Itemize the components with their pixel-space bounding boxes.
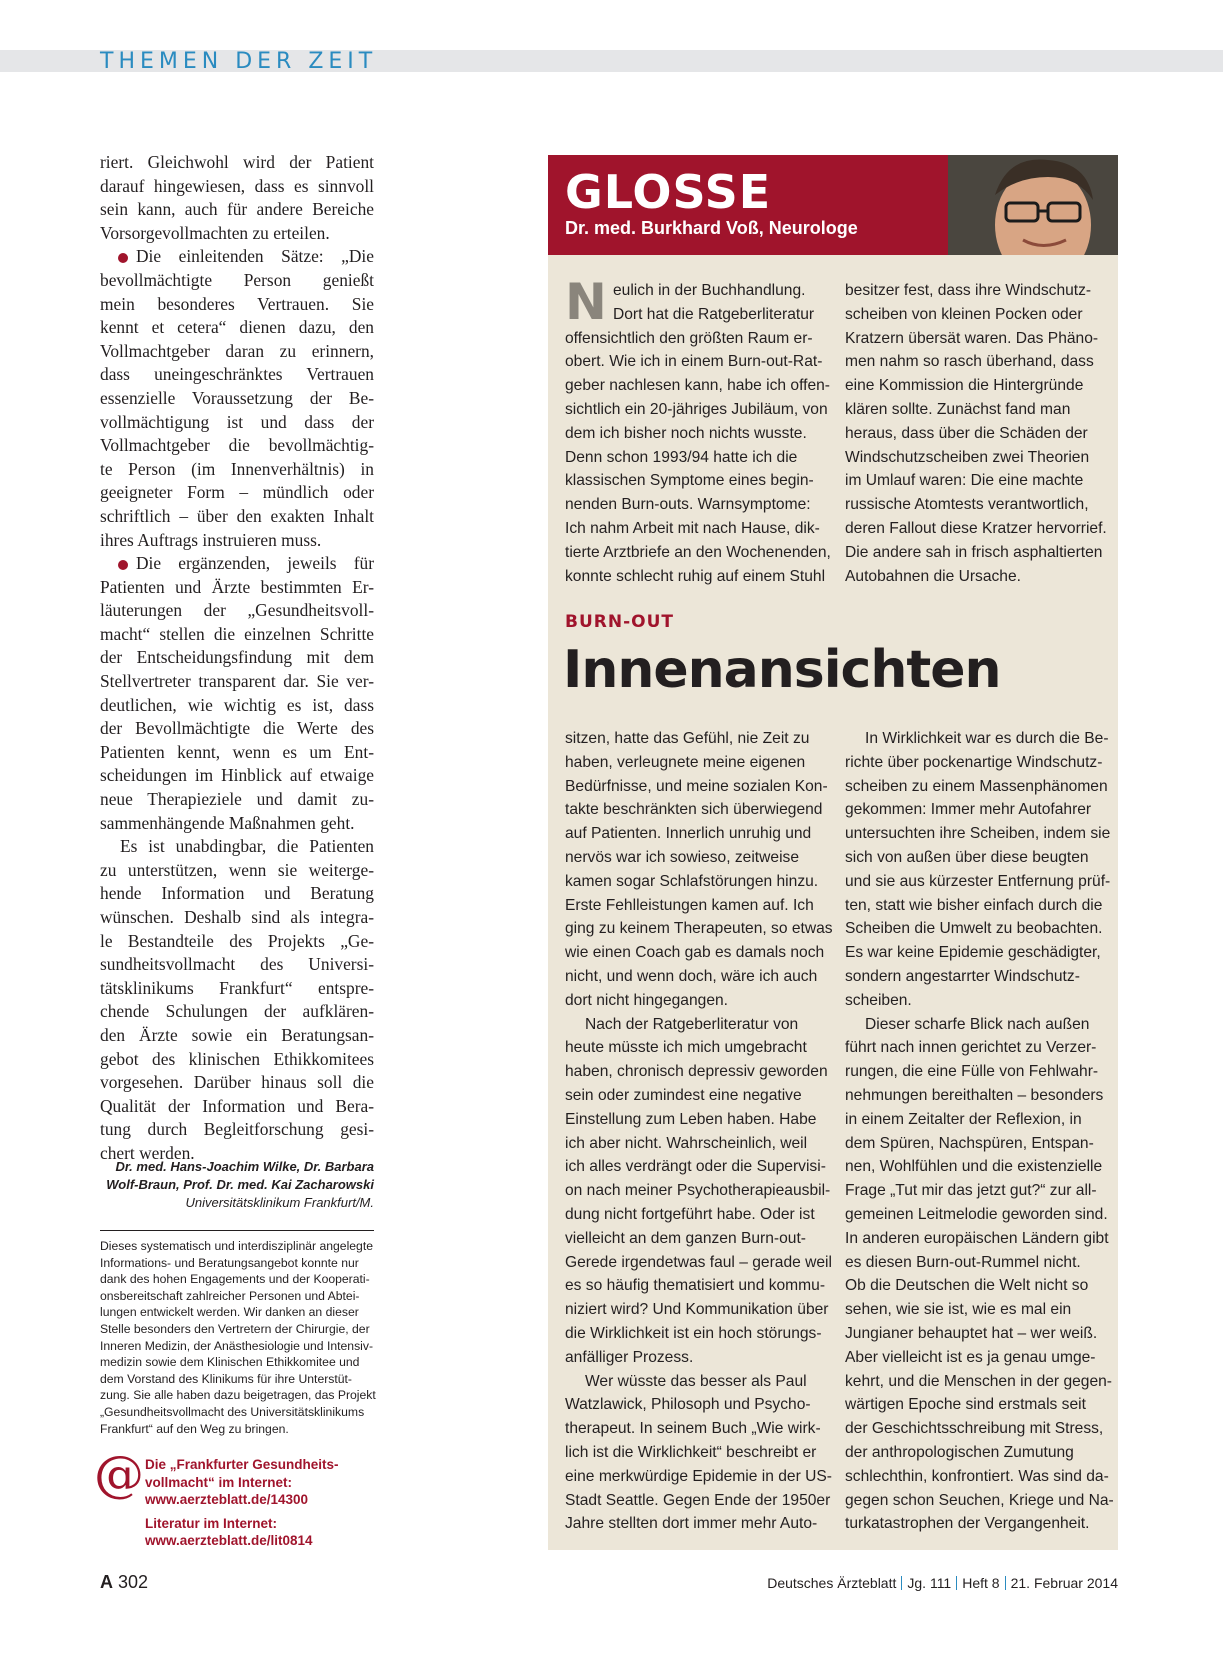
left-column-line: riert. Gleichwohl wird der Patient	[100, 152, 374, 172]
left-column-line: Patienten und Ärzte bestimmten Er-	[100, 576, 374, 597]
glosse-line: heute müsste ich mich umgebracht	[565, 1039, 807, 1057]
glosse-line: gekommen: Immer mehr Autofahrer	[845, 801, 1092, 819]
glosse-line: schlechthin, konfrontiert. Was sind da-	[845, 1467, 1109, 1485]
left-column-line: vollmächtigung ist und dass der	[100, 411, 374, 432]
left-column-line: Vorsorgevollmachten zu erteilen.	[100, 222, 330, 243]
left-column-line: Stellvertreter transparent dar. Sie ver-	[100, 671, 374, 692]
glosse-line: nehmungen bereithalten – besonders	[845, 1086, 1104, 1104]
link-url-gesundheitsvollmacht[interactable]: www.aerzteblatt.de/14300	[145, 1492, 309, 1507]
glosse-line: die Wirklichkeit ist ein hoch störungs-	[565, 1324, 822, 1342]
glosse-line: eine merkwürdige Epidemie in der US-	[565, 1467, 832, 1485]
glosse-line: men nahm so rasch überhand, dass	[845, 353, 1094, 371]
acknowledgement-line: lungen entwickelt werden. Wir danken an dieser	[100, 1305, 359, 1320]
left-column-line: Vollmachtgeber daran zu erinnern,	[100, 340, 374, 361]
glosse-line: wärtigen Epoche sind erstmals seit	[845, 1396, 1086, 1414]
journal-name: Deutsches Ärzteblatt	[767, 1575, 897, 1591]
glosse-line: sein oder zumindest eine negative	[565, 1086, 802, 1104]
glosse-line: In anderen europäischen Ländern gibt	[845, 1229, 1109, 1247]
journal-volume: Jg. 111	[907, 1575, 952, 1591]
link-caption-2: vollmacht“ im Internet:	[145, 1474, 293, 1490]
glosse-line: führt nach innen gerichtet zu Verzer-	[845, 1039, 1097, 1057]
left-column-line: Qualität der Information und Bera-	[100, 1095, 374, 1116]
glosse-line: Watzlawick, Philosoph und Psycho-	[565, 1396, 811, 1414]
glosse-line: ten, statt wie bisher einfach durch die	[845, 896, 1103, 914]
glosse-line: gegen schon Seuchen, Kriege und Na-	[845, 1491, 1114, 1509]
left-column-line: wünschen. Deshalb sind als integra-	[100, 907, 374, 927]
left-article-column	[100, 151, 374, 1166]
glosse-line: nervös war ich sowieso, zeitweise	[565, 848, 799, 866]
glosse-line: In Wirklichkeit war es durch die Be-	[865, 730, 1109, 747]
bullet-icon	[118, 253, 128, 263]
glosse-line: sitzen, hatte das Gefühl, nie Zeit zu	[565, 730, 810, 747]
glosse-line: nenden Burn-outs. Warnsymptome:	[565, 496, 811, 514]
authors-affiliation: Universitätsklinikum Frankfurt/M.	[185, 1195, 374, 1210]
glosse-line: Jungianer behauptet hat – wer weiß.	[845, 1324, 1098, 1342]
bullet-text: Die einleitenden Sätze: „Die	[136, 246, 374, 267]
glosse-column-2	[845, 279, 1107, 588]
left-column-line: sammenhängende Maßnahmen geht.	[100, 812, 355, 833]
glosse-line: Es war keine Epidemie geschädigter,	[845, 944, 1101, 962]
glosse-line: anfälliger Prozess.	[565, 1348, 694, 1366]
left-column-line: läuterungen der „Gesundheitsvoll-	[100, 600, 374, 621]
acknowledgement	[100, 1238, 374, 1437]
glosse-line: therapeut. In seinem Buch „Wie wirk-	[565, 1420, 821, 1438]
acknowledgement-line: Stelle besonders den Vertretern der Chirurgie, der	[100, 1321, 370, 1336]
left-column-line: Es ist unabdingbar, die Patienten	[120, 836, 374, 857]
glosse-line: Autobahnen die Ursache.	[845, 567, 1021, 585]
left-column-line: hende Information und Beratung	[100, 883, 374, 904]
left-column-line: der Entscheidungsfindung mit dem	[100, 647, 374, 668]
left-column-line	[100, 245, 374, 269]
glosse-line: sehen, wie sie ist, wie es mal ein	[845, 1301, 1072, 1319]
glosse-line: Stadt Seattle. Gegen Ende der 1950er	[565, 1491, 831, 1509]
at-icon: @	[94, 1445, 144, 1503]
acknowledgement-line: dem Vorstand des Klinikums für ihre Unterstüt-	[100, 1371, 352, 1386]
glosse-line: dem Spüren, Nachspüren, Entspan-	[845, 1134, 1094, 1152]
bullet-icon	[118, 560, 128, 570]
glosse-line: obert. Wie ich in einem Burn-out-Rat-	[565, 353, 823, 371]
left-column-line: sein kann, auch für andere Bereiche	[100, 199, 374, 220]
left-column-line: neue Therapieziele und damit zu-	[100, 789, 374, 810]
article-kicker: BURN-OUT	[565, 612, 674, 632]
left-column-line: tung durch Begleitforschung gesi-	[100, 1119, 374, 1140]
left-column-line: zu unterstützen, wenn sie weiterge-	[100, 859, 374, 880]
glosse-line: Die andere sah in frisch asphaltierten	[845, 543, 1103, 561]
bullet-text: Die ergänzenden, jeweils für	[136, 553, 374, 574]
glosse-line: offensichtlich den größten Raum er-	[565, 329, 813, 347]
glosse-line: eulich in der Buchhandlung.	[613, 282, 806, 299]
glosse-line: dung nicht fortgeführt habe. Oder ist	[565, 1205, 815, 1223]
glosse-line: untersuchten ihre Scheiben, indem sie	[845, 825, 1111, 843]
left-column-line: tätsklinikums Frankfurt“ entspre-	[100, 977, 374, 998]
author-photo	[948, 155, 1118, 255]
left-column-line: deutlichen, wie wichtig es ist, dass	[100, 694, 374, 715]
glosse-line: kamen sogar Schlafstörungen hinzu.	[565, 872, 819, 890]
left-column-line: vorgesehen. Darüber hinaus soll die	[100, 1072, 374, 1093]
link-url-literatur[interactable]: www.aerzteblatt.de/lit0814	[145, 1533, 313, 1548]
page-number	[100, 1572, 148, 1593]
glosse-line: sondern angestarrter Windschutz-	[845, 967, 1080, 985]
glosse-author: Dr. med. Burkhard Voß, Neurologe	[565, 218, 858, 238]
authors-line-1: Dr. med. Hans-Joachim Wilke, Dr. Barbara	[115, 1159, 374, 1174]
article-authors	[100, 1158, 374, 1212]
glosse-line: gemeinen Leitmelodie geworden sind.	[845, 1205, 1108, 1223]
glosse-line: Ich nahm Arbeit mit nach Hause, dik-	[565, 519, 820, 537]
left-column-line: den Ärzte sowie ein Beratungsan-	[100, 1024, 374, 1045]
left-column-line: chende Schulungen der aufklären-	[100, 1001, 374, 1022]
glosse-line: Jahre stellten dort immer mehr Auto-	[565, 1515, 818, 1533]
glosse-line: Aber vielleicht ist es ja genau umge-	[845, 1348, 1096, 1366]
glosse-line: Nach der Ratgeberliteratur von	[585, 1015, 799, 1033]
acknowledgement-line: „Gesundheitsvollmacht des Universitätsklinikums	[100, 1404, 365, 1419]
left-column-line: schriftlich – über den exakten Inhalt	[100, 505, 374, 526]
drop-cap: N	[565, 273, 607, 331]
acknowledgement-line: dank des hohen Engagements und der Kooperati-	[100, 1272, 370, 1287]
link-caption-1: Die „Frankfurter Gesundheits-	[145, 1457, 339, 1472]
left-column-line: mein besonderes Vertrauen. Sie	[100, 293, 374, 314]
separator	[956, 1576, 957, 1590]
journal-info	[767, 1575, 1118, 1591]
acknowledgement-line: Frankfurt“ auf den Weg zu bringen.	[100, 1421, 289, 1436]
glosse-title: GLOSSE	[565, 165, 772, 219]
glosse-line: es diesen Burn-out-Rummel nicht.	[845, 1253, 1081, 1271]
glosse-line: scheiben zu einem Massenphänomen	[845, 777, 1108, 795]
glosse-line: haben, verleugnete meine eigenen	[565, 753, 806, 771]
left-column-line: macht“ stellen die einzelnen Schritte	[100, 623, 374, 644]
glosse-line: und sie aus kürzester Entfernung prüf-	[845, 872, 1111, 890]
glosse-line: Bedürfnisse, und meine sozialen Kon-	[565, 777, 828, 795]
glosse-line: ich aber nicht. Wahrscheinlich, weil	[565, 1134, 808, 1152]
internet-links	[145, 1456, 385, 1550]
acknowledgement-line: Inneren Medizin, der Anästhesiologie und Intensiv-	[100, 1338, 374, 1353]
acknowledgement-line: onsbereitschaft zahlreicher Personen und Abtei-	[100, 1288, 360, 1303]
glosse-line: der Geschichtsschreibung mit Stress,	[845, 1420, 1104, 1438]
glosse-line: scheiben.	[845, 991, 912, 1009]
glosse-line: im Umlauf waren: Die eine machte	[845, 472, 1084, 490]
glosse-line: russische Atomtests verantwortlich,	[845, 496, 1089, 514]
article-headline: Innenansichten	[563, 640, 1001, 700]
author-portrait-image	[948, 155, 1118, 255]
glosse-line: besitzer fest, dass ihre Windschutz-	[845, 282, 1092, 299]
left-column-line: te Person (im Innenverhältnis) in	[100, 458, 374, 479]
glosse-line: takte beschränkten sich überwiegend	[565, 801, 823, 819]
glosse-line: nicht, und wenn doch, wäre ich auch	[565, 967, 818, 985]
glosse-line: auf Patienten. Innerlich unruhig und	[565, 825, 812, 843]
authors-line-2: Wolf-Braun, Prof. Dr. med. Kai Zacharowski	[106, 1177, 374, 1192]
glosse-line: geber nachlesen kann, habe ich offen-	[565, 377, 831, 395]
left-column-line: scheidungen im Hinblick auf etwaige	[100, 765, 374, 786]
glosse-line: Dort hat die Ratgeberliteratur	[613, 305, 815, 323]
left-column-line: Vollmachtgeber die bevollmächtig-	[100, 435, 374, 456]
glosse-line: Windschutzscheiben zwei Theorien	[845, 448, 1090, 466]
glosse-line: Frage „Tut mir das jetzt gut?“ zur all-	[845, 1182, 1097, 1200]
left-column-line: gebot des klinischen Ethikkomitees	[100, 1048, 374, 1069]
left-column-line: der Bevollmächtigte die Werte des	[100, 718, 374, 739]
glosse-line: vielleicht an dem ganzen Burn-out-	[565, 1229, 806, 1247]
glosse-line: haben, chronisch depressiv geworden	[565, 1063, 828, 1081]
separator	[901, 1576, 902, 1590]
glosse-line: on nach meiner Psychotherapieausbil-	[565, 1182, 831, 1200]
separator	[1005, 1576, 1006, 1590]
glosse-line: turkatastrophen der Vergangenheit.	[845, 1515, 1090, 1533]
page-prefix: A	[100, 1572, 113, 1592]
glosse-line: richte über pockenartige Windschutz-	[845, 753, 1103, 771]
glosse-column-4	[845, 727, 1114, 1536]
glosse-line: ich alles verdrängt oder die Supervisi-	[565, 1158, 826, 1176]
left-column-line	[100, 552, 374, 576]
glosse-line: Scheiben die Umwelt zu beobachten.	[845, 920, 1103, 938]
glosse-line: rungen, die eine Fülle von Fehlwahr-	[845, 1063, 1099, 1081]
left-column-line: essenzielle Voraussetzung der Be-	[100, 387, 374, 408]
glosse-column-1	[565, 273, 831, 588]
glosse-line: lich ist die Wirklichkeit“ beschreibt er	[565, 1443, 817, 1461]
glosse-line: klassischen Symptome eines begin-	[565, 472, 814, 490]
left-column-line: chert werden.	[100, 1142, 195, 1163]
glosse-line: Gerede irgendetwas faul – gerade weil	[565, 1253, 832, 1271]
glosse-line: dort nicht hingegangen.	[565, 991, 728, 1009]
glosse-line: Wer wüsste das besser als Paul	[585, 1372, 807, 1390]
page-number-value: 302	[118, 1572, 149, 1592]
glosse-line: sichtlich ein 20-jähriges Jubiläum, von	[565, 400, 828, 418]
glosse-line: Dieser scharfe Blick nach außen	[865, 1015, 1090, 1033]
glosse-line: klären sollte. Zunächst fand man	[845, 400, 1071, 418]
glosse-line: tierte Arztbriefe an den Wochenenden,	[565, 543, 831, 561]
glosse-line: Erste Fehlleistungen kamen auf. Ich	[565, 896, 814, 914]
left-column-line: ihres Auftrags instruieren muss.	[100, 529, 322, 550]
glosse-line: in einem Zeitalter der Reflexion, in	[845, 1110, 1082, 1128]
glosse-line: dem ich bisher noch nichts wusste.	[565, 424, 807, 442]
glosse-line: deren Fallout diese Kratzer hervorrief.	[845, 519, 1107, 537]
left-column-line: kennt et cetera“ dienen dazu, den	[100, 317, 374, 338]
left-column-line: bevollmächtigte Person genießt	[100, 269, 374, 290]
journal-issue: Heft 8	[962, 1575, 1000, 1591]
glosse-line: scheiben von kleinen Pocken oder	[845, 305, 1083, 323]
acknowledgement-line: Dieses systematisch und interdisziplinär angelegte	[100, 1239, 374, 1253]
left-column-line: Patienten kennt, wenn es um Ent-	[100, 741, 374, 762]
section-title: THEMEN DER ZEIT	[100, 49, 378, 74]
acknowledgement-line: Informations- und Beratungsangebot konnte nur	[100, 1255, 359, 1270]
glosse-line: es so häufig thematisiert und kommu-	[565, 1277, 826, 1295]
glosse-line: kehrt, und die Menschen in der gegen-	[845, 1372, 1112, 1390]
left-column-line: dass uneingeschränktes Vertrauen	[100, 364, 374, 385]
divider	[100, 1230, 374, 1231]
glosse-line: Denn schon 1993/94 hatte ich die	[565, 448, 798, 466]
left-column-line: darauf hingewiesen, dass es sinnvoll	[100, 175, 374, 196]
glosse-line: Ob die Deutschen die Welt nicht so	[845, 1277, 1089, 1295]
glosse-line: nen, Wohlfühlen und die existenzielle	[845, 1158, 1103, 1176]
glosse-line: heraus, dass über die Schäden der	[845, 424, 1088, 442]
left-column-line: sundheitsvollmacht des Universi-	[100, 954, 374, 975]
glosse-column-3	[565, 727, 833, 1536]
journal-date: 21. Februar 2014	[1010, 1575, 1118, 1591]
glosse-line: Einstellung zum Leben haben. Habe	[565, 1110, 817, 1128]
left-column-line: geeigneter Form – mündlich oder	[100, 482, 374, 503]
glosse-line: konnte schlecht ruhig auf einem Stuhl	[565, 567, 826, 585]
glosse-line: sich von außen über diese beugten	[845, 848, 1089, 866]
acknowledgement-line: medizin sowie dem Klinischen Ethikkomitee und	[100, 1355, 360, 1370]
glosse-line: der anthropologischen Zumutung	[845, 1443, 1074, 1461]
link-caption-literatur: Literatur im Internet:	[145, 1515, 278, 1531]
left-column-line: le Bestandteile des Projekts „Ge-	[100, 930, 374, 951]
glosse-line: niziert wird? Und Kommunikation über	[565, 1301, 829, 1319]
glosse-line: eine Kommission die Hintergründe	[845, 377, 1084, 395]
acknowledgement-line: zung. Sie alle haben dazu beigetragen, das Projekt	[100, 1388, 376, 1403]
glosse-line: wie einen Coach gab es damals noch	[565, 944, 825, 962]
glosse-line: ging zu keinem Therapeuten, so etwas	[565, 920, 833, 938]
glosse-line: Kratzern übersät waren. Das Phäno-	[845, 329, 1099, 347]
